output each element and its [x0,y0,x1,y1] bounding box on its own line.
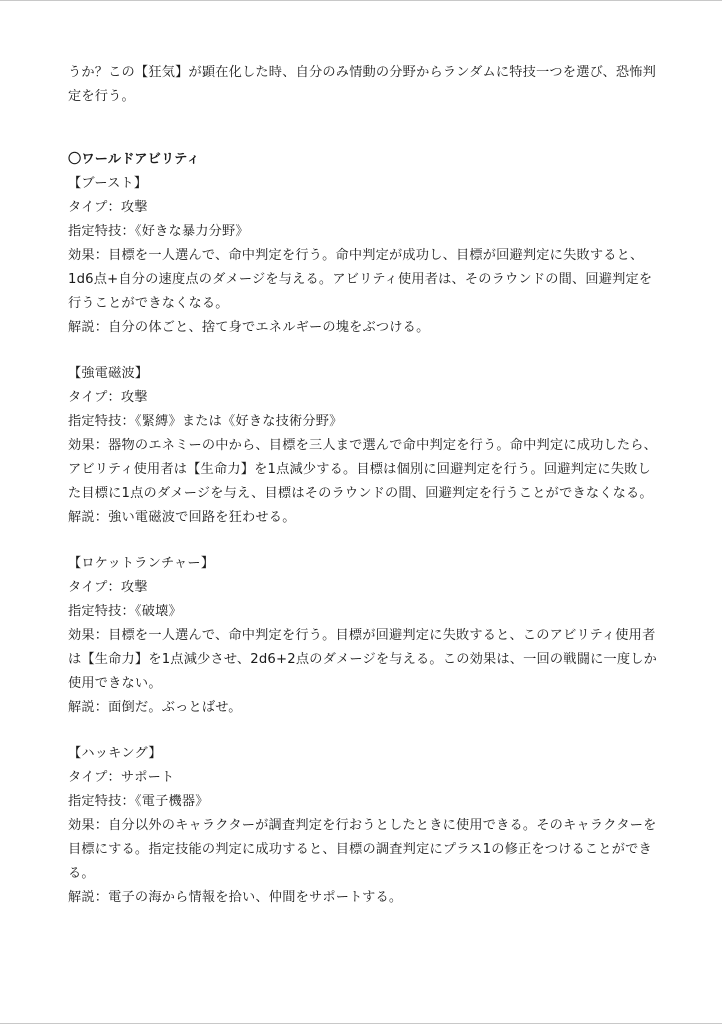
ability-hacking [68,742,658,910]
ability-description: 解説：強い電磁波で回路を狂わせる。 [68,510,296,525]
ability-description: 解説：電子の海から情報を拾い、仲間をサポートする。 [68,890,403,905]
ability-type: タイプ：攻撃 [68,390,148,405]
ability-effect: 効果：目標を一人選んで、命中判定を行う。目標が回避判定に失敗すると、このアビリティ使用者は【生命力】を1点減少させ、2d6+2点のダメージを与える。この効果は、一回の戦闘に一度しか使用できない。 [68,628,658,691]
ability-skill: 指定特技：《好きな暴力分野》 [68,224,249,239]
ability-rocket-launcher [68,552,658,720]
ability-name: 【ロケットランチャー】 [68,556,215,571]
ability-skill: 指定特技：《破壊》 [68,604,182,619]
ability-effect: 効果：目標を一人選んで、命中判定を行う。命中判定が成功し、目標が回避判定に失敗すると、1d6点+自分の速度点のダメージを与える。アビリティ使用者は、そのラウンドの間、回避判定を行うことができなくなる。 [68,248,653,311]
ability-skill: 指定特技：《緊縛》または《好きな技術分野》 [68,414,343,429]
intro-paragraph: うか？この【狂気】が顕在化した時、自分のみ情動の分野からランダムに特技一つを選び、恐怖判定を行う。 [68,65,656,104]
ability-name: 【ハッキング】 [68,746,162,761]
ability-boost [68,172,658,340]
document-body [68,61,658,932]
ability-description: 解説：面倒だ。ぶっとばせ。 [68,700,242,715]
section-title: 〇ワールドアビリティ [68,152,200,167]
ability-description: 解説：自分の体ごと、捨て身でエネルギーの塊をぶつける。 [68,320,430,335]
ability-skill: 指定特技：《電子機器》 [68,794,209,809]
ability-type: タイプ：サポート [68,770,175,785]
ability-type: タイプ：攻撃 [68,580,148,595]
ability-name: 【ブースト】 [68,176,148,191]
ability-effect: 効果：器物のエネミーの中から、目標を三人まで選んで命中判定を行う。命中判定に成功したら、アビリティ使用者は【生命力】を1点減少する。目標は個別に回避判定を行う。回避判定に失敗した目標に1点のダメージを与え、目標はそのラウンドの間、回避判定を行うことができなくなる。 [68,438,658,501]
ability-name: 【強電磁波】 [68,366,149,381]
ability-strong-electromagnetic-wave [68,362,658,530]
ability-type: タイプ：攻撃 [68,200,148,215]
ability-effect: 効果：自分以外のキャラクターが調査判定を行おうとしたときに使用できる。そのキャラクターを目標にする。指定技能の判定に成功すると、目標の調査判定にプラス1の修正をつけることができる。 [68,818,657,881]
